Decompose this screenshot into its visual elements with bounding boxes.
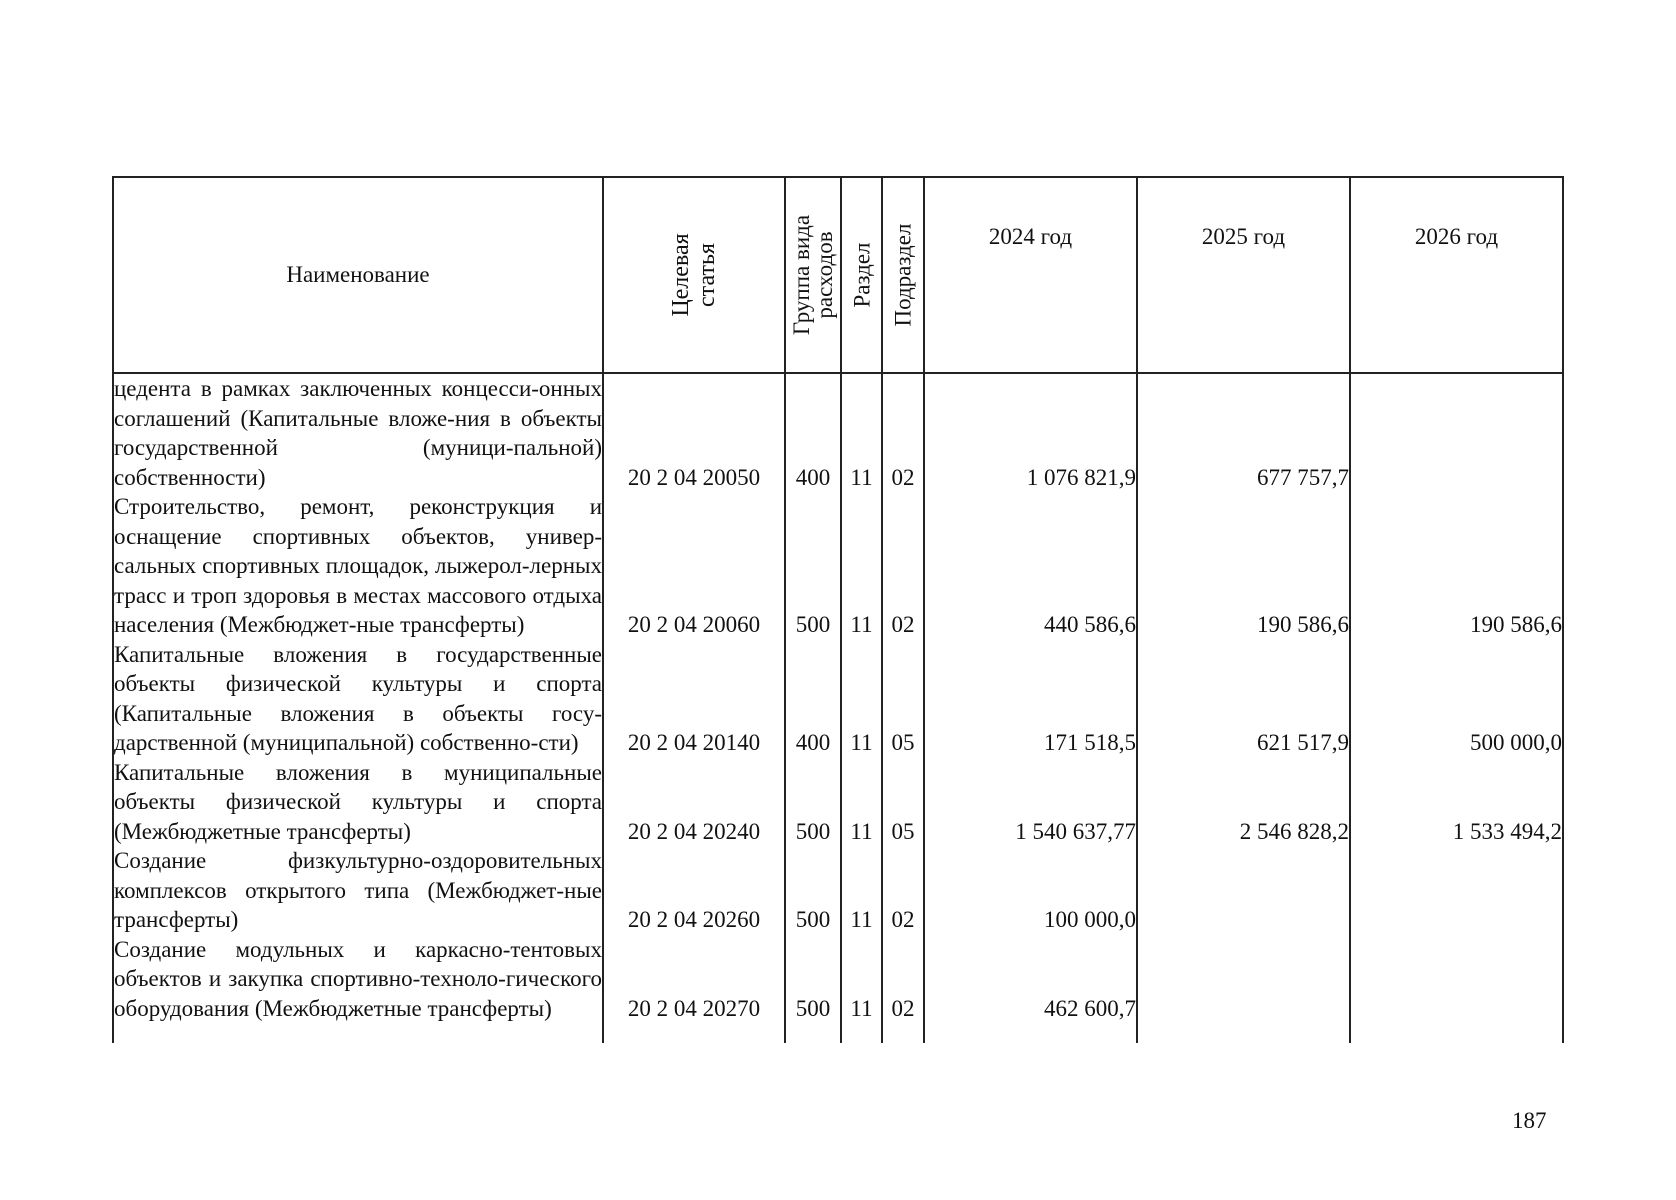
row-value-2025: 2 546 828,2 <box>1137 758 1350 847</box>
budget-table <box>112 176 1564 1043</box>
row-subsection: 02 <box>882 373 924 492</box>
header-expense-group: Группа вида расходов <box>785 177 841 373</box>
header-target-article: Целевая статья <box>603 177 785 373</box>
row-expense-group: 500 <box>785 935 841 1024</box>
row-section: 11 <box>841 640 882 758</box>
row-expense-group: 400 <box>785 640 841 758</box>
row-name: Строительство, ремонт, реконструкция и оснащение спортивных объектов, универ-сальных спортивных площадок, лыжерол-лерных трасс и троп здоровья в местах массового отдыха населения (Межбюджет-ные трансферты) <box>113 492 603 640</box>
row-subsection: 02 <box>882 492 924 640</box>
row-value-2024: 100 000,0 <box>924 846 1137 935</box>
page-number: 187 <box>1512 1108 1547 1133</box>
header-name: Наименование <box>113 177 603 373</box>
row-subsection: 02 <box>882 935 924 1024</box>
row-name: Капитальные вложения в муниципальные объекты физической культуры и спорта (Межбюджетные трансферты) <box>113 758 603 847</box>
table-continuation-row <box>113 1023 1563 1043</box>
row-expense-group: 500 <box>785 846 841 935</box>
row-section: 11 <box>841 846 882 935</box>
row-section: 11 <box>841 935 882 1024</box>
row-expense-group: 400 <box>785 373 841 492</box>
row-value-2025 <box>1137 935 1350 1024</box>
header-subsection: Подраздел <box>882 177 924 373</box>
table-row <box>113 758 1563 847</box>
table-row <box>113 846 1563 935</box>
table-row <box>113 935 1563 1024</box>
row-name: Создание физкультурно-оздоровительных комплексов открытого типа (Межбюджет-ные трансферты) <box>113 846 603 935</box>
row-value-2026 <box>1350 935 1563 1024</box>
row-expense-group: 500 <box>785 492 841 640</box>
row-name: Создание модульных и каркасно-тентовых объектов и закупка спортивно-техноло-гического оборудования (Межбюджетные трансферты) <box>113 935 603 1024</box>
row-section: 11 <box>841 758 882 847</box>
row-value-2025: 621 517,9 <box>1137 640 1350 758</box>
row-target-article: 20 2 04 20140 <box>603 640 785 758</box>
table-header-row <box>113 177 1563 373</box>
row-target-article: 20 2 04 20240 <box>603 758 785 847</box>
row-value-2026 <box>1350 846 1563 935</box>
row-subsection: 05 <box>882 640 924 758</box>
row-value-2026: 1 533 494,2 <box>1350 758 1563 847</box>
row-target-article: 20 2 04 20260 <box>603 846 785 935</box>
row-value-2024: 171 518,5 <box>924 640 1137 758</box>
row-target-article: 20 2 04 20060 <box>603 492 785 640</box>
row-subsection: 05 <box>882 758 924 847</box>
row-subsection: 02 <box>882 846 924 935</box>
row-name: цедента в рамках заключенных концесси-онных соглашений (Капитальные вложе-ния в объекты государственной (муници-пальной) собственности) <box>113 373 603 492</box>
header-2026: 2026 год <box>1350 177 1563 373</box>
header-2024: 2024 год <box>924 177 1137 373</box>
table-row <box>113 492 1563 640</box>
header-section: Раздел <box>841 177 882 373</box>
row-target-article: 20 2 04 20270 <box>603 935 785 1024</box>
row-expense-group: 500 <box>785 758 841 847</box>
row-value-2026 <box>1350 373 1563 492</box>
row-value-2025 <box>1137 846 1350 935</box>
row-name: Капитальные вложения в государственные объекты физической культуры и спорта (Капитальные вложения в объекты госу-дарственной (муниципальной) собственно-сти) <box>113 640 603 758</box>
row-section: 11 <box>841 492 882 640</box>
table-row <box>113 373 1563 492</box>
header-2025: 2025 год <box>1137 177 1350 373</box>
row-value-2024: 1 076 821,9 <box>924 373 1137 492</box>
table-row <box>113 640 1563 758</box>
row-section: 11 <box>841 373 882 492</box>
row-value-2026: 190 586,6 <box>1350 492 1563 640</box>
row-value-2024: 440 586,6 <box>924 492 1137 640</box>
row-value-2025: 190 586,6 <box>1137 492 1350 640</box>
row-value-2026: 500 000,0 <box>1350 640 1563 758</box>
row-value-2024: 462 600,7 <box>924 935 1137 1024</box>
row-value-2025: 677 757,7 <box>1137 373 1350 492</box>
row-value-2024: 1 540 637,77 <box>924 758 1137 847</box>
row-target-article: 20 2 04 20050 <box>603 373 785 492</box>
